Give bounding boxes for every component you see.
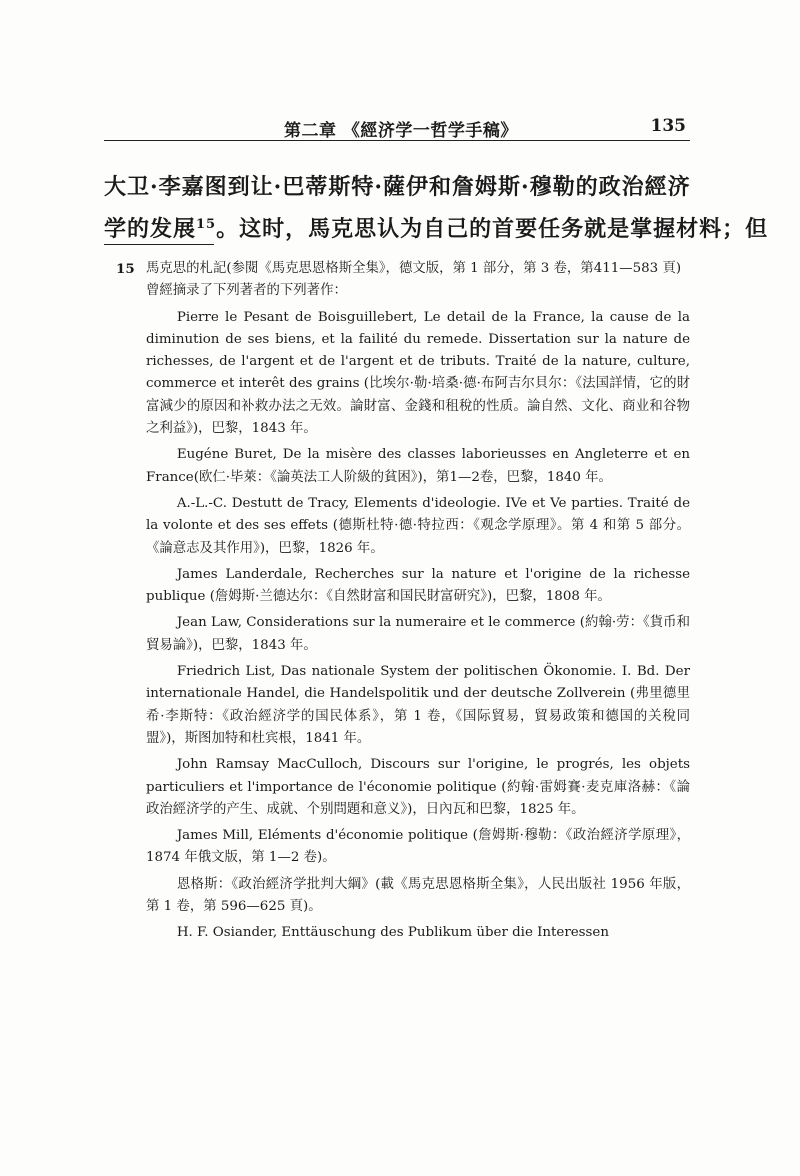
bibliography-entry: Friedrich List, Das nationale System der politischen Ökonomie. I. Bd. Der internationale Handel, die Handelspolitik und der deutsche Zollverein (弗里德里希·李斯特：《政治經济学的国民体系》，第 1 卷，《国际貿易，貿易政策和德国的关稅同盟》)，斯图加特和杜宾根，1841 年。: [146, 664, 690, 746]
footnote-reference: 15: [196, 217, 217, 232]
running-header: [104, 112, 690, 141]
bibliography-entry: Eugéne Buret, De la misère des classes laborieusses en Angleterre et en France(欧仁·毕萊：《論英法工人阶級的貧困》)，第1—2卷，巴黎，1840 年。: [146, 447, 690, 485]
chapter-title: 第二章 《經济学一哲学手稿》: [284, 121, 518, 141]
main-text: [104, 168, 769, 248]
bibliography-entry: John Ramsay MacCulloch, Discours sur l'origine, le progrés, les objets particuliers et l'importance de l'économie politique (約翰·雷姆賽·麦克庫洛赫：《論政治經济学的产生、成就、个别問題和意义》)，日內瓦和巴黎，1825 年。: [146, 757, 690, 817]
page-number: 135: [650, 116, 686, 136]
bibliography-entry: James Landerdale, Recherches sur la nature et l'origine de la richesse publique (詹姆斯·兰德达尔：《自然財富和国民財富研究》)，巴黎，1808 年。: [146, 566, 690, 605]
bibliography-entry: James Mill, Eléments d'économie politique (詹姆斯·穆勒：《政治經济学原理》，1874 年俄文版，第 1—2 卷)。: [146, 828, 690, 866]
footnote-number: 15: [116, 261, 135, 277]
bibliography-entry: 恩格斯：《政治經济学批判大綱》(載《馬克思恩格斯全集》，人民出版社 1956 年版，第 1 卷，第 596—625 頁)。: [146, 876, 690, 915]
main-text-line: 大卫·李嘉图到让·巴蒂斯特·薩伊和詹姆斯·穆勒的政治經济: [104, 174, 691, 200]
footnote: [104, 258, 690, 945]
footnote-block: [104, 258, 690, 945]
bibliography-entry: A.-L.-C. Destutt de Tracy, Elements d'ideologie. IVe et Ve parties. Traité de la volonte et des ses effets (德斯杜特·德·特拉西：《观念学原理》。第 4 和第 5 部分。《論意志及其作用》)，巴黎，1826 年。: [146, 495, 690, 556]
bibliography-entry: Pierre le Pesant de Boisguillebert, Le detail de la France, la cause de la diminution de ses biens, et la failité du remede. Dissertation sur la nature de richesses, de l'argent et de l'argent et de tributs. Traité de la nature, culture, commerce et interêt des grains (比埃尔·勒·培桑·德·布阿吉尔貝尔：《法国詳情，它的財富減少的原因和补救办法之无效。論財富、金錢和租稅的性质。論自然、文化、商业和谷物之利益》)，巴黎，1843 年。: [146, 309, 690, 437]
main-text-segment: 。这时，馬克思认为自己的首要任务就是掌握材料；但: [216, 216, 769, 242]
bibliography-entry: Jean Law, Considerations sur la numeraire et le commerce (約翰·劳：《貨币和貿易論》)，巴黎，1843 年。: [146, 615, 690, 653]
footnote-intro: 馬克思的札記(参閱《馬克思恩格斯全集》，德文版，第 1 部分，第 3 卷，第411—583 頁)曾經摘录了下列著者的下列著作：: [146, 261, 682, 299]
main-text-segment: 学的发展: [104, 216, 197, 242]
bibliography-entry: H. F. Osiander, Enttäuschung des Publikum über die Interessen: [176, 925, 609, 941]
main-text-line: [104, 206, 769, 248]
footnote-separator: [104, 244, 214, 245]
